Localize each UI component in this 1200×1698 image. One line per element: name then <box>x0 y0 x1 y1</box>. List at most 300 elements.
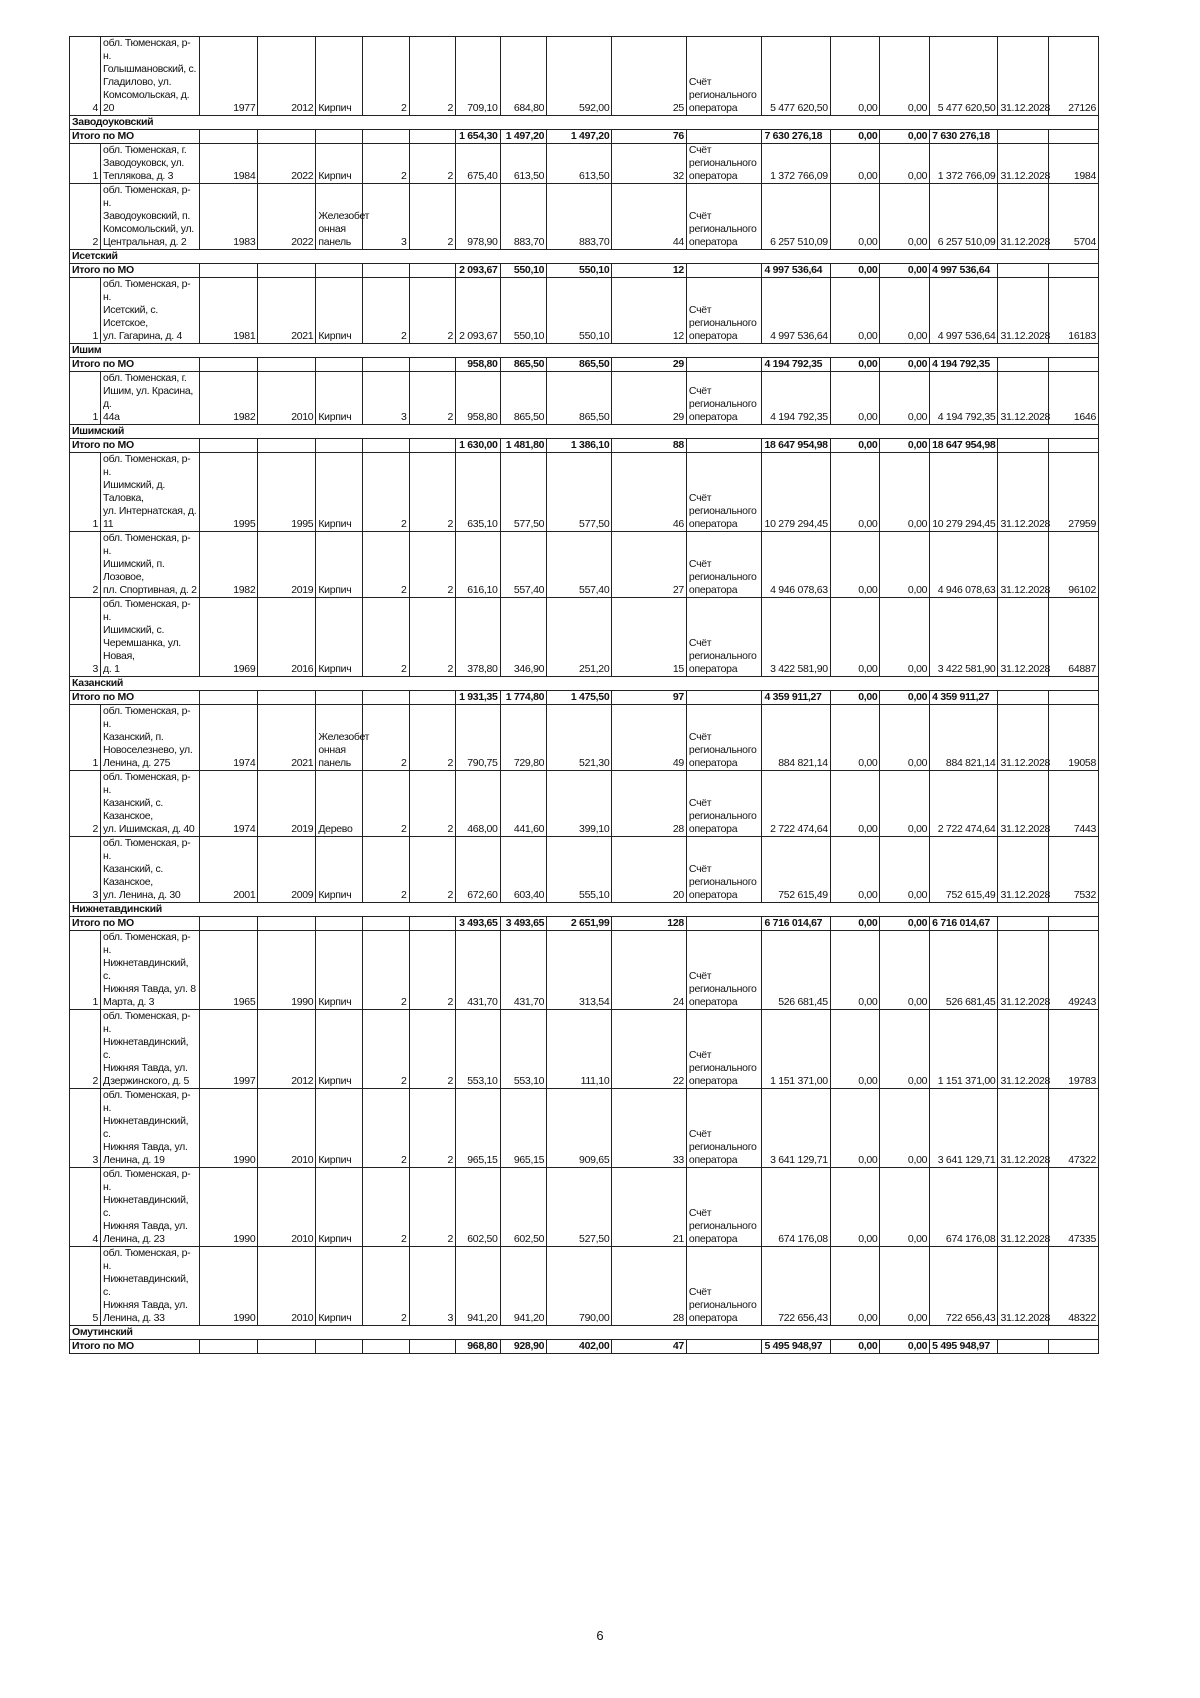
wall-material: Кирпич <box>316 278 363 344</box>
completion-date: 31.12.2028 <box>998 37 1049 116</box>
empty-cell <box>1049 1326 1099 1340</box>
residential-area: 613,50 <box>547 144 612 184</box>
municipality-name: Омутинский <box>70 1326 200 1340</box>
residential-area: 550,10 <box>547 264 612 278</box>
table-row <box>70 931 1099 1010</box>
empty-cell <box>362 116 409 130</box>
wall-material: Кирпич <box>316 37 363 116</box>
total-cost: 2 722 474,64 <box>762 771 830 837</box>
empty-cell <box>998 116 1049 130</box>
residential-area: 521,30 <box>547 705 612 771</box>
empty-cell <box>762 677 830 691</box>
residential-area: 1 475,50 <box>547 691 612 705</box>
owners-funds: 7 630 276,18 <box>930 130 998 144</box>
residents-count: 28 <box>612 1247 687 1326</box>
residential-area: 790,00 <box>547 1247 612 1326</box>
object-code: 47335 <box>1049 1168 1099 1247</box>
owners-funds: 4 946 078,63 <box>930 532 998 598</box>
empty-cell <box>612 250 687 264</box>
floors: 2 <box>362 278 409 344</box>
local-budget: 0,00 <box>880 184 930 250</box>
total-label: Итого по МО <box>70 917 200 931</box>
owners-funds: 5 477 620,50 <box>930 37 998 116</box>
empty-cell <box>316 425 363 439</box>
entrances: 2 <box>409 1010 456 1089</box>
total-area: 958,80 <box>456 372 501 425</box>
residents-count: 28 <box>612 771 687 837</box>
total-area: 616,10 <box>456 532 501 598</box>
wall-material: Кирпич <box>316 1247 363 1326</box>
residential-area: 313,54 <box>547 931 612 1010</box>
owners-funds: 722 656,43 <box>930 1247 998 1326</box>
object-code: 7443 <box>1049 771 1099 837</box>
empty-cell <box>930 425 998 439</box>
empty-cell <box>409 130 456 144</box>
local-budget: 0,00 <box>880 37 930 116</box>
completion-date: 31.12.2028 <box>998 453 1049 532</box>
empty-cell <box>1049 439 1099 453</box>
entrances: 2 <box>409 1168 456 1247</box>
last-overhaul-year: 1990 <box>258 931 316 1010</box>
empty-cell <box>930 677 998 691</box>
entrances: 3 <box>409 1247 456 1326</box>
empty-cell <box>998 264 1049 278</box>
empty-cell <box>1049 130 1099 144</box>
empty-cell <box>762 1326 830 1340</box>
entrances: 2 <box>409 705 456 771</box>
empty-cell <box>998 691 1049 705</box>
local-budget: 0,00 <box>880 532 930 598</box>
empty-cell <box>880 677 930 691</box>
empty-cell <box>200 425 258 439</box>
empty-cell <box>686 1326 762 1340</box>
last-overhaul-year: 2019 <box>258 771 316 837</box>
floors: 3 <box>362 372 409 425</box>
total-area: 553,10 <box>456 1010 501 1089</box>
fund-type: Счёт регионального оператора <box>686 144 762 184</box>
table-row <box>70 372 1099 425</box>
empty-cell <box>456 250 501 264</box>
address: обл. Тюменская, р-н. Казанский, с. Казанское, ул. Ленина, д. 30 <box>101 837 200 903</box>
address: обл. Тюменская, р-н. Казанский, с. Казанское, ул. Ишимская, д. 40 <box>101 771 200 837</box>
empty-cell <box>258 425 316 439</box>
empty-cell <box>998 677 1049 691</box>
last-overhaul-year: 2019 <box>258 532 316 598</box>
empty-cell <box>456 116 501 130</box>
empty-cell <box>686 116 762 130</box>
total-cost: 10 279 294,45 <box>762 453 830 532</box>
object-code: 47322 <box>1049 1089 1099 1168</box>
last-overhaul-year: 2010 <box>258 1247 316 1326</box>
table-row <box>70 37 1099 116</box>
empty-cell <box>830 344 880 358</box>
fund-type: Счёт регионального оператора <box>686 931 762 1010</box>
empty-cell <box>1049 917 1099 931</box>
empty-cell <box>880 250 930 264</box>
local-budget: 0,00 <box>880 1247 930 1326</box>
fund-budget: 0,00 <box>830 917 880 931</box>
empty-cell <box>200 344 258 358</box>
empty-cell <box>200 1340 258 1354</box>
floors: 2 <box>362 1247 409 1326</box>
municipality-total-row <box>70 439 1099 453</box>
empty-cell <box>998 917 1049 931</box>
residents-count: 97 <box>612 691 687 705</box>
empty-cell <box>456 1326 501 1340</box>
empty-cell <box>686 691 762 705</box>
total-cost: 7 630 276,18 <box>762 130 830 144</box>
empty-cell <box>830 250 880 264</box>
residents-count: 15 <box>612 598 687 677</box>
total-cost: 3 422 581,90 <box>762 598 830 677</box>
empty-cell <box>880 425 930 439</box>
entrances: 2 <box>409 532 456 598</box>
empty-cell <box>362 344 409 358</box>
empty-cell <box>258 264 316 278</box>
residential-area: 402,00 <box>547 1340 612 1354</box>
completion-date: 31.12.2028 <box>998 1010 1049 1089</box>
total-area: 978,90 <box>456 184 501 250</box>
fund-type: Счёт регионального оператора <box>686 771 762 837</box>
empty-cell <box>686 425 762 439</box>
residents-count: 33 <box>612 1089 687 1168</box>
empty-cell <box>686 439 762 453</box>
owners-funds: 752 615,49 <box>930 837 998 903</box>
table-row <box>70 837 1099 903</box>
row-number: 3 <box>70 837 101 903</box>
total-label: Итого по МО <box>70 1340 200 1354</box>
empty-cell <box>316 917 363 931</box>
row-number: 1 <box>70 931 101 1010</box>
empty-cell <box>362 439 409 453</box>
empty-cell <box>930 344 998 358</box>
residents-count: 49 <box>612 705 687 771</box>
wall-material: Кирпич <box>316 1010 363 1089</box>
wall-material: Кирпич <box>316 931 363 1010</box>
empty-cell <box>409 917 456 931</box>
empty-cell <box>409 116 456 130</box>
address: обл. Тюменская, р-н. Заводоуковский, п. Комсомольский, ул. Центральная, д. 2 <box>101 184 200 250</box>
empty-cell <box>612 425 687 439</box>
fund-budget: 0,00 <box>830 691 880 705</box>
owners-funds: 2 722 474,64 <box>930 771 998 837</box>
entrances: 2 <box>409 1089 456 1168</box>
completion-date: 31.12.2028 <box>998 144 1049 184</box>
floors: 2 <box>362 1010 409 1089</box>
empty-cell <box>200 917 258 931</box>
empty-cell <box>200 439 258 453</box>
empty-cell <box>686 130 762 144</box>
last-overhaul-year: 2021 <box>258 278 316 344</box>
build-year: 1981 <box>200 278 258 344</box>
address: обл. Тюменская, р-н. Ишимский, д. Таловка, ул. Интернатская, д. 11 <box>101 453 200 532</box>
empty-cell <box>880 1326 930 1340</box>
build-year: 2001 <box>200 837 258 903</box>
address: обл. Тюменская, р-н. Ишимский, с. Черемшанка, ул. Новая, д. 1 <box>101 598 200 677</box>
wall-material: Железобет онная панель <box>316 705 363 771</box>
last-overhaul-year: 2012 <box>258 1010 316 1089</box>
build-year: 1969 <box>200 598 258 677</box>
total-label: Итого по МО <box>70 439 200 453</box>
premises-area: 865,50 <box>500 358 547 372</box>
empty-cell <box>258 116 316 130</box>
municipality-name: Нижнетавдинский <box>70 903 200 917</box>
total-cost: 4 359 911,27 <box>762 691 830 705</box>
total-area: 468,00 <box>456 771 501 837</box>
total-area: 378,80 <box>456 598 501 677</box>
empty-cell <box>362 358 409 372</box>
object-code: 16183 <box>1049 278 1099 344</box>
table-row <box>70 598 1099 677</box>
empty-cell <box>500 116 547 130</box>
local-budget: 0,00 <box>880 1089 930 1168</box>
empty-cell <box>409 344 456 358</box>
empty-cell <box>362 917 409 931</box>
premises-area: 684,80 <box>500 37 547 116</box>
owners-funds: 884 821,14 <box>930 705 998 771</box>
row-number: 2 <box>70 532 101 598</box>
empty-cell <box>456 425 501 439</box>
owners-funds: 4 359 911,27 <box>930 691 998 705</box>
total-area: 3 493,65 <box>456 917 501 931</box>
empty-cell <box>998 425 1049 439</box>
fund-budget: 0,00 <box>830 439 880 453</box>
premises-area: 729,80 <box>500 705 547 771</box>
address: обл. Тюменская, р-н. Нижнетавдинский, с. Нижняя Тавда, ул. 8 Марта, д. 3 <box>101 931 200 1010</box>
empty-cell <box>362 1340 409 1354</box>
total-cost: 1 151 371,00 <box>762 1010 830 1089</box>
empty-cell <box>500 250 547 264</box>
residential-area: 550,10 <box>547 278 612 344</box>
empty-cell <box>362 1326 409 1340</box>
residents-count: 46 <box>612 453 687 532</box>
residential-area: 577,50 <box>547 453 612 532</box>
table-row <box>70 184 1099 250</box>
total-area: 1 931,35 <box>456 691 501 705</box>
floors: 2 <box>362 453 409 532</box>
total-cost: 884 821,14 <box>762 705 830 771</box>
empty-cell <box>316 677 363 691</box>
residents-count: 12 <box>612 278 687 344</box>
premises-area: 883,70 <box>500 184 547 250</box>
municipality-total-row <box>70 917 1099 931</box>
row-number: 5 <box>70 1247 101 1326</box>
fund-budget: 0,00 <box>830 358 880 372</box>
total-cost: 4 997 536,64 <box>762 278 830 344</box>
empty-cell <box>547 250 612 264</box>
premises-area: 577,50 <box>500 453 547 532</box>
fund-type: Счёт регионального оператора <box>686 372 762 425</box>
empty-cell <box>258 250 316 264</box>
fund-budget: 0,00 <box>830 532 880 598</box>
empty-cell <box>409 358 456 372</box>
municipality-name: Заводоуковский <box>70 116 200 130</box>
local-budget: 0,00 <box>880 439 930 453</box>
fund-budget: 0,00 <box>830 184 880 250</box>
address: обл. Тюменская, г. Ишим, ул. Красина, д. 44а <box>101 372 200 425</box>
empty-cell <box>830 677 880 691</box>
total-label: Итого по МО <box>70 691 200 705</box>
local-budget: 0,00 <box>880 358 930 372</box>
local-budget: 0,00 <box>880 691 930 705</box>
empty-cell <box>258 1340 316 1354</box>
completion-date: 31.12.2028 <box>998 598 1049 677</box>
premises-area: 553,10 <box>500 1010 547 1089</box>
completion-date: 31.12.2028 <box>998 184 1049 250</box>
total-area: 941,20 <box>456 1247 501 1326</box>
owners-funds: 4 997 536,64 <box>930 264 998 278</box>
municipality-header-row <box>70 677 1099 691</box>
fund-budget: 0,00 <box>830 1340 880 1354</box>
fund-type: Счёт регионального оператора <box>686 705 762 771</box>
empty-cell <box>930 903 998 917</box>
total-cost: 5 495 948,97 <box>762 1340 830 1354</box>
entrances: 2 <box>409 278 456 344</box>
empty-cell <box>998 344 1049 358</box>
empty-cell <box>547 677 612 691</box>
total-area: 675,40 <box>456 144 501 184</box>
empty-cell <box>200 691 258 705</box>
local-budget: 0,00 <box>880 1340 930 1354</box>
municipality-name: Казанский <box>70 677 200 691</box>
build-year: 1983 <box>200 184 258 250</box>
completion-date: 31.12.2028 <box>998 532 1049 598</box>
residents-count: 76 <box>612 130 687 144</box>
total-cost: 4 946 078,63 <box>762 532 830 598</box>
floors: 2 <box>362 144 409 184</box>
owners-funds: 3 641 129,71 <box>930 1089 998 1168</box>
municipality-name: Ишимский <box>70 425 200 439</box>
fund-type: Счёт регионального оператора <box>686 1010 762 1089</box>
address: обл. Тюменская, р-н. Ишимский, п. Лозовое, пл. Спортивная, д. 2 <box>101 532 200 598</box>
empty-cell <box>547 116 612 130</box>
address: обл. Тюменская, р-н. Нижнетавдинский, с. Нижняя Тавда, ул. Дзержинского, д. 5 <box>101 1010 200 1089</box>
address: обл. Тюменская, р-н. Голышмановский, с. Гладилово, ул. Комсомольская, д. 20 <box>101 37 200 116</box>
empty-cell <box>830 425 880 439</box>
total-area: 2 093,67 <box>456 278 501 344</box>
empty-cell <box>500 344 547 358</box>
total-cost: 4 194 792,35 <box>762 358 830 372</box>
build-year: 1990 <box>200 1089 258 1168</box>
object-code: 27959 <box>1049 453 1099 532</box>
municipality-total-row <box>70 1340 1099 1354</box>
empty-cell <box>258 917 316 931</box>
owners-funds: 6 257 510,09 <box>930 184 998 250</box>
completion-date: 31.12.2028 <box>998 931 1049 1010</box>
local-budget: 0,00 <box>880 917 930 931</box>
address: обл. Тюменская, р-н. Нижнетавдинский, с. Нижняя Тавда, ул. Ленина, д. 23 <box>101 1168 200 1247</box>
residents-count: 22 <box>612 1010 687 1089</box>
build-year: 1982 <box>200 532 258 598</box>
completion-date: 31.12.2028 <box>998 1168 1049 1247</box>
total-cost: 4 194 792,35 <box>762 372 830 425</box>
residential-area: 111,10 <box>547 1010 612 1089</box>
empty-cell <box>830 903 880 917</box>
empty-cell <box>316 439 363 453</box>
empty-cell <box>686 358 762 372</box>
address: обл. Тюменская, р-н. Казанский, п. Новоселезнево, ул. Ленина, д. 275 <box>101 705 200 771</box>
premises-area: 550,10 <box>500 278 547 344</box>
row-number: 1 <box>70 453 101 532</box>
row-number: 3 <box>70 1089 101 1168</box>
owners-funds: 526 681,45 <box>930 931 998 1010</box>
total-cost: 674 176,08 <box>762 1168 830 1247</box>
municipality-header-row <box>70 903 1099 917</box>
empty-cell <box>1049 344 1099 358</box>
object-code: 19058 <box>1049 705 1099 771</box>
row-number: 1 <box>70 372 101 425</box>
empty-cell <box>998 903 1049 917</box>
last-overhaul-year: 2021 <box>258 705 316 771</box>
empty-cell <box>500 425 547 439</box>
last-overhaul-year: 2012 <box>258 37 316 116</box>
fund-type: Счёт регионального оператора <box>686 184 762 250</box>
empty-cell <box>547 1326 612 1340</box>
fund-budget: 0,00 <box>830 372 880 425</box>
fund-type: Счёт регионального оператора <box>686 1168 762 1247</box>
residents-count: 25 <box>612 37 687 116</box>
row-number: 1 <box>70 705 101 771</box>
build-year: 1974 <box>200 771 258 837</box>
empty-cell <box>409 425 456 439</box>
empty-cell <box>1049 250 1099 264</box>
row-number: 2 <box>70 771 101 837</box>
residents-count: 44 <box>612 184 687 250</box>
empty-cell <box>998 1326 1049 1340</box>
municipality-total-row <box>70 358 1099 372</box>
object-code: 5704 <box>1049 184 1099 250</box>
object-code: 96102 <box>1049 532 1099 598</box>
empty-cell <box>258 130 316 144</box>
fund-budget: 0,00 <box>830 931 880 1010</box>
empty-cell <box>762 903 830 917</box>
empty-cell <box>612 116 687 130</box>
empty-cell <box>316 903 363 917</box>
row-number: 2 <box>70 1010 101 1089</box>
entrances: 2 <box>409 372 456 425</box>
fund-budget: 0,00 <box>830 705 880 771</box>
address: обл. Тюменская, г. Заводоуковск, ул. Теплякова, д. 3 <box>101 144 200 184</box>
last-overhaul-year: 2022 <box>258 144 316 184</box>
wall-material: Кирпич <box>316 532 363 598</box>
table-row <box>70 771 1099 837</box>
page-number: 6 <box>596 1628 604 1643</box>
empty-cell <box>409 903 456 917</box>
empty-cell <box>200 130 258 144</box>
owners-funds: 5 495 948,97 <box>930 1340 998 1354</box>
empty-cell <box>762 116 830 130</box>
row-number: 2 <box>70 184 101 250</box>
premises-area: 431,70 <box>500 931 547 1010</box>
fund-budget: 0,00 <box>830 1089 880 1168</box>
premises-area: 941,20 <box>500 1247 547 1326</box>
total-area: 1 654,30 <box>456 130 501 144</box>
empty-cell <box>362 130 409 144</box>
total-area: 968,80 <box>456 1340 501 1354</box>
floors: 2 <box>362 705 409 771</box>
build-year: 1997 <box>200 1010 258 1089</box>
local-budget: 0,00 <box>880 130 930 144</box>
empty-cell <box>547 425 612 439</box>
wall-material: Дерево <box>316 771 363 837</box>
empty-cell <box>258 691 316 705</box>
total-cost: 1 372 766,09 <box>762 144 830 184</box>
empty-cell <box>686 264 762 278</box>
build-year: 1990 <box>200 1247 258 1326</box>
local-budget: 0,00 <box>880 1010 930 1089</box>
wall-material: Кирпич <box>316 144 363 184</box>
total-cost: 5 477 620,50 <box>762 37 830 116</box>
